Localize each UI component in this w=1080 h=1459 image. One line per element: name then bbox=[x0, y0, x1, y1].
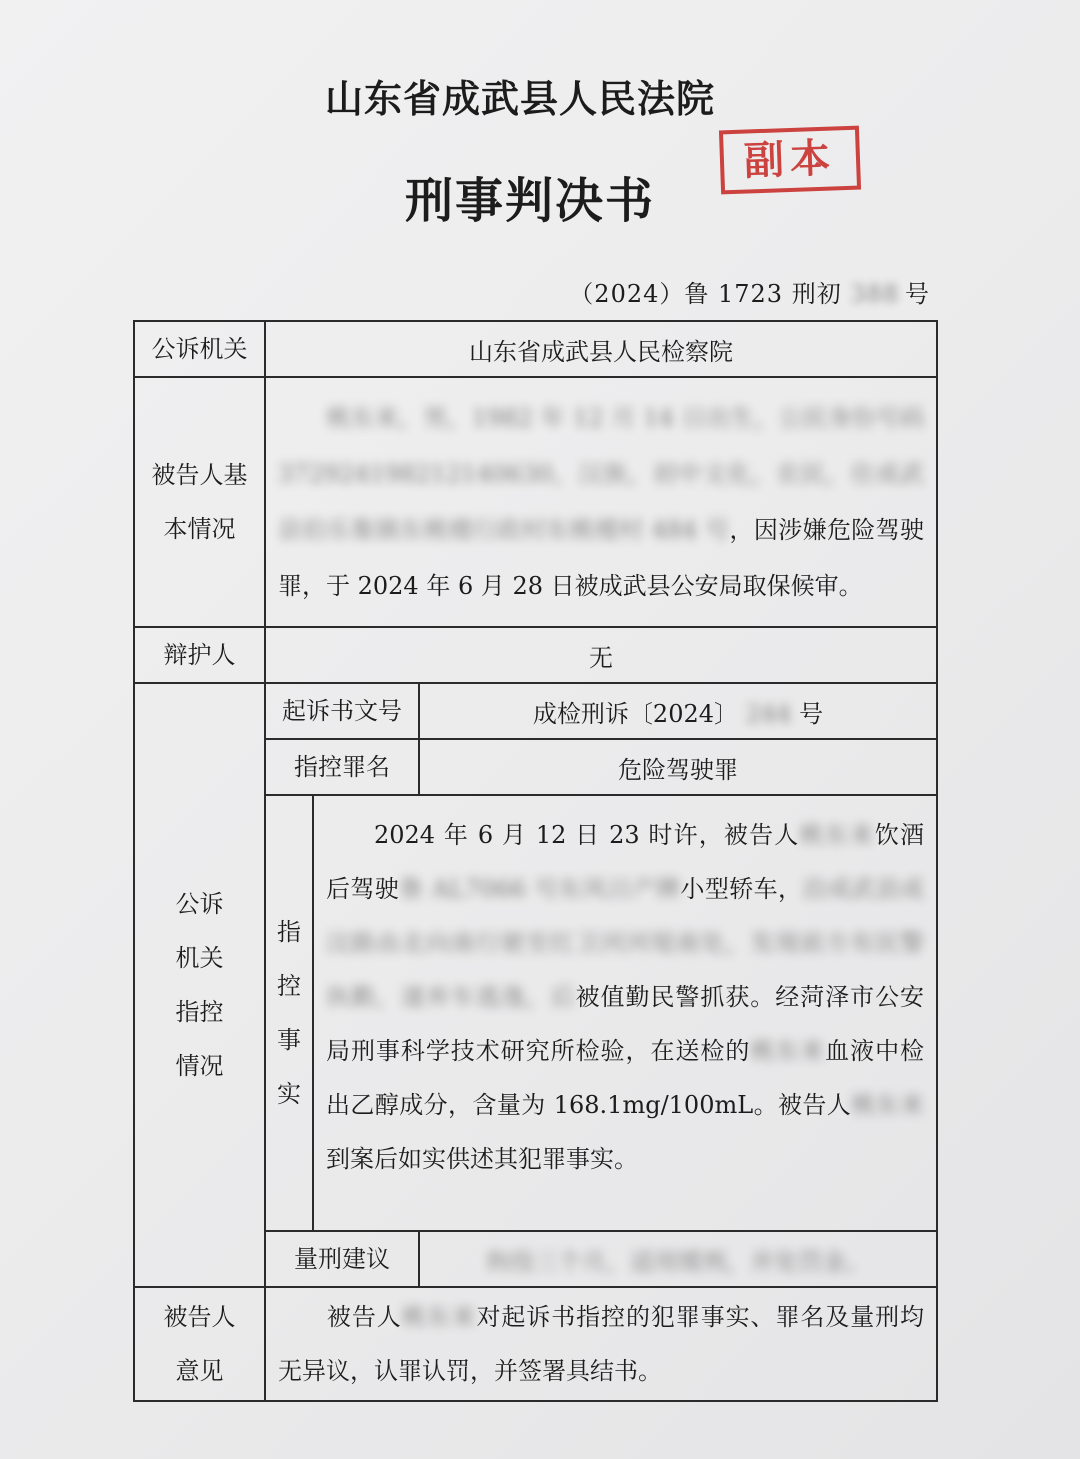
opinion-part-1: 被告人 bbox=[326, 1303, 402, 1331]
opinion-part-2: 对起诉书指控的犯罪事实、罪名及量刑均无异议，认罪认罚，并签署具结书。 bbox=[278, 1303, 925, 1385]
charges-label-char: 公诉 bbox=[175, 890, 224, 918]
facts-label bbox=[265, 795, 313, 1231]
sentencing-value bbox=[419, 1231, 937, 1287]
facts-part-4: 被值勤民警抓获。经菏泽市公安局刑事科学技术研究所检验，在送检的 bbox=[326, 983, 925, 1065]
opinion-label-line2: 意见 bbox=[175, 1357, 224, 1385]
defender-label: 辩护人 bbox=[134, 627, 265, 683]
facts-part-6: 到案后如实供述其犯罪事实。 bbox=[326, 1145, 638, 1173]
defendant-row bbox=[134, 377, 937, 627]
facts-hidden-3: 沿成武县成汶路由北向南行驶至红卫河河堤南处，发现前方有民警执勤，遂弃车逃逸，后 bbox=[326, 875, 925, 1011]
facts-part-1: 2024 年 6 月 12 日 23 时许，被告人 bbox=[374, 821, 800, 849]
defendant-label-line1: 被告人基 bbox=[151, 461, 248, 489]
facts-label-char: 实 bbox=[277, 1080, 301, 1108]
facts-hidden-5: 桃东来 bbox=[851, 1091, 925, 1119]
copy-stamp: 副本 bbox=[719, 126, 861, 195]
charges-label-char: 指控 bbox=[175, 998, 224, 1026]
facts-label-char: 控 bbox=[277, 972, 301, 1000]
prosecutor-row bbox=[134, 321, 937, 377]
prosecutor-label: 公诉机关 bbox=[134, 321, 265, 377]
indictment-number-label: 起诉书文号 bbox=[265, 683, 419, 739]
indictment-number-prefix: 成检刑诉〔2024〕 bbox=[532, 699, 738, 728]
facts-part-2: 饮酒后驾驶 bbox=[326, 821, 925, 903]
opinion-text bbox=[265, 1287, 937, 1401]
defendant-visible-info: ，因涉嫌危险驾驶罪，于 2024 年 6 月 28 日被成武县公安局取保候审。 bbox=[278, 516, 925, 600]
defendant-opinion-row bbox=[134, 1287, 937, 1401]
case-number-hidden: 388 bbox=[850, 280, 900, 308]
facts-hidden-4: 桃东来 bbox=[750, 1037, 826, 1065]
defender-row bbox=[134, 627, 937, 683]
sentencing-label: 量刑建议 bbox=[265, 1231, 419, 1287]
charge-name-label: 指控罪名 bbox=[265, 739, 419, 795]
facts-part-5: 血液中检出乙醇成分，含量为 168.1mg/100mL。被告人 bbox=[326, 1037, 925, 1119]
defender-value: 无 bbox=[265, 627, 937, 683]
case-number bbox=[569, 274, 930, 309]
opinion-label bbox=[134, 1287, 265, 1401]
sentencing-hidden: 拘役三个月，适用缓刑，并处罚金。 bbox=[486, 1247, 871, 1276]
judgment-info-table bbox=[133, 320, 938, 1402]
case-number-prefix: （2024）鲁 1723 刑初 bbox=[569, 280, 842, 308]
charges-label bbox=[134, 683, 265, 1287]
opinion-hidden: 桃东来 bbox=[401, 1303, 477, 1331]
charges-label-char: 机关 bbox=[175, 944, 224, 972]
indictment-number-row bbox=[134, 683, 937, 739]
court-name: 山东省成武县人民法院 bbox=[324, 77, 715, 121]
facts-label-char: 指 bbox=[277, 918, 301, 946]
defendant-hidden-info: 桃东来，男，1982 年 12 月 14 日出生，公民身份号码 372924198212140630，汉族，初中文化，农民，住成武县伯乐集镇东桃楼行政村东桃楼村 484 号 bbox=[278, 404, 925, 544]
facts-part-3: 小型轿车， bbox=[680, 875, 803, 903]
indictment-number-hidden: 244 bbox=[745, 699, 792, 728]
facts-label-char: 事 bbox=[277, 1026, 301, 1054]
defendant-label bbox=[134, 377, 265, 627]
document-title: 刑事判决书 bbox=[404, 173, 655, 229]
facts-hidden-2: 鲁 AL7066 号东风日产牌 bbox=[399, 875, 681, 903]
defendant-label-line2: 本情况 bbox=[163, 515, 236, 543]
case-number-suffix: 号 bbox=[905, 280, 930, 308]
prosecutor-value: 山东省成武县人民检察院 bbox=[265, 321, 937, 377]
charged-facts-text bbox=[313, 795, 937, 1231]
charge-name-value: 危险驾驶罪 bbox=[419, 739, 937, 795]
facts-hidden-1: 桃东来 bbox=[799, 821, 875, 849]
indictment-number-value bbox=[419, 683, 937, 739]
charges-label-char: 情况 bbox=[175, 1052, 224, 1080]
opinion-label-line1: 被告人 bbox=[163, 1303, 236, 1331]
defendant-info bbox=[265, 377, 937, 627]
indictment-number-suffix: 号 bbox=[799, 699, 824, 728]
